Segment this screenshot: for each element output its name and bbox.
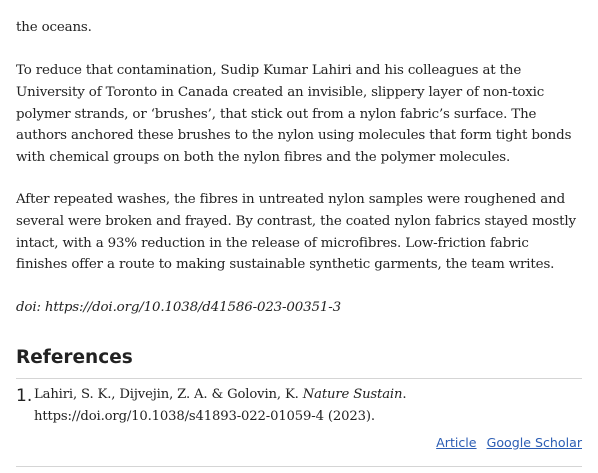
article-link[interactable]: Article: [436, 435, 477, 450]
article-paragraph: After repeated washes, the fibres in untreated nylon samples were roughened and several were broken and frayed. By contrast, the coated nylon fabrics stayed mostly intact, with a 93% reduction in the release of microfibres. Low-friction fabric finishes offer a route to making sustainable synthetic garments, the team writes.: [16, 192, 576, 273]
reference-authors: Lahiri, S. K., Dijvejin, Z. A. & Golovin, K.: [34, 387, 303, 402]
references-heading: References: [16, 347, 133, 368]
google-scholar-link[interactable]: Google Scholar: [486, 435, 582, 450]
references-divider: [16, 378, 582, 379]
reference-links: [430, 433, 582, 453]
reference-details: . https://doi.org/10.1038/s41893-022-01059-4 (2023).: [34, 387, 407, 424]
reference-journal: Nature Sustain: [302, 387, 403, 402]
reference-divider: [16, 466, 582, 467]
article-paragraph: To reduce that contamination, Sudip Kumar Lahiri and his colleagues at the University of Toronto in Canada created an invisible, slippery layer of non-toxic polymer strands, or ‘brushes’, that stick out from a nylon fabric’s surface. The authors anchored these brushes to the nylon using molecules that form tight bonds with chemical groups on both the nylon fibres and the polymer molecules.: [16, 63, 572, 166]
reference-number: 1.: [16, 386, 33, 406]
reference-citation: [34, 384, 582, 428]
article-doi: doi: https://doi.org/10.1038/d41586-023-00351-3: [16, 300, 342, 315]
article-paragraph: the oceans.: [16, 20, 92, 35]
